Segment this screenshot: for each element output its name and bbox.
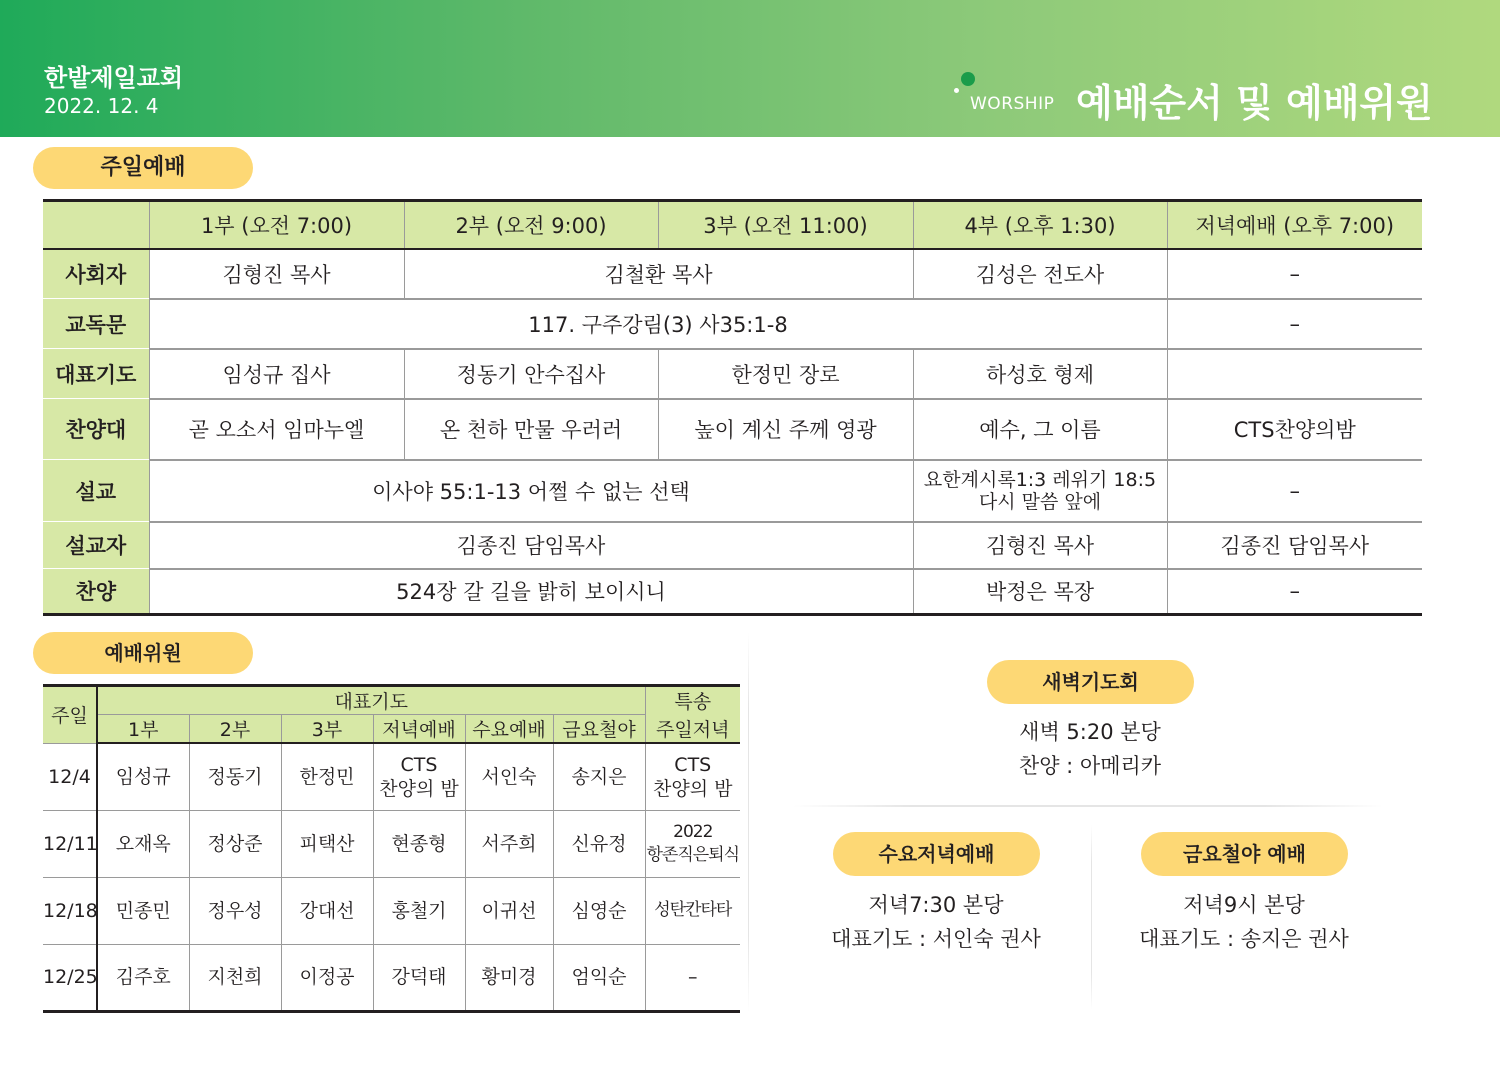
sermon-line-2: 다시 말씀 앞에 — [978, 490, 1102, 513]
table-cell: 임성규 집사 — [149, 349, 404, 399]
table-cell: 황미경 — [465, 944, 553, 1011]
section-label-members: 예배위원 — [33, 632, 253, 674]
date-column-header: 주일 — [43, 686, 97, 744]
table-cell: 엄익순 — [553, 944, 645, 1011]
wednesday-prayer: 대표기도 : 서인숙 권사 — [831, 927, 1041, 951]
table-row — [43, 249, 1422, 299]
vertical-divider — [1091, 825, 1092, 1010]
section-label-sunday-service: 주일예배 — [33, 147, 253, 189]
worship-members-table — [43, 684, 740, 1013]
wednesday-time: 저녁7:30 본당 — [868, 893, 1004, 917]
table-row — [43, 810, 740, 877]
table-cell: 오재옥 — [97, 810, 189, 877]
table-cell: 민종민 — [97, 877, 189, 944]
row-label: 교독문 — [43, 299, 149, 349]
table-row — [43, 299, 1422, 349]
friday-info — [1094, 888, 1394, 956]
table-cell: – — [688, 966, 698, 988]
table-cell: 온 천하 만물 우러러 — [404, 399, 658, 460]
table-row — [43, 569, 1422, 615]
corner-cell — [43, 201, 149, 249]
table-cell: – — [1167, 460, 1422, 522]
column-header: 저녁예배 — [373, 715, 465, 744]
table-cell: 강대선 — [281, 877, 373, 944]
table-cell: CTS 찬양의 밤 — [373, 743, 465, 810]
table-cell: – — [1167, 299, 1422, 349]
table-row — [43, 399, 1422, 460]
table-cell: 정동기 — [189, 743, 281, 810]
dawn-prayer-time: 새벽 5:20 본당 — [1019, 720, 1161, 744]
column-header: 4부 (오후 1:30) — [913, 201, 1167, 249]
date-cell: 12/11 — [43, 810, 97, 877]
table-cell: 예수, 그 이름 — [913, 399, 1167, 460]
row-label: 설교 — [43, 460, 149, 522]
table-cell: 강덕태 — [373, 944, 465, 1011]
table-cell: 서주희 — [465, 810, 553, 877]
table-cell: – — [1167, 249, 1422, 299]
group-header-row — [43, 686, 740, 715]
small-dot-icon — [954, 88, 959, 93]
dawn-prayer-hymn: 찬양 : 아메리카 — [1018, 754, 1162, 778]
date-cell: 12/18 — [43, 877, 97, 944]
date-cell: 12/4 — [43, 743, 97, 810]
prayer-group-header: 대표기도 — [97, 686, 645, 715]
sunday-service-table — [43, 199, 1422, 616]
table-cell: 117. 구주강림(3) 사35:1-8 — [149, 299, 1167, 349]
table-cell: 홍철기 — [373, 877, 465, 944]
table-cell: – — [1289, 579, 1300, 604]
vertical-divider — [748, 632, 749, 1012]
table-cell: 김성은 전도사 — [913, 249, 1167, 299]
table-cell: 김종진 담임목사 — [1167, 522, 1422, 569]
row-label: 설교자 — [43, 522, 149, 569]
table-cell: 하성호 형제 — [913, 349, 1167, 399]
table-cell: 김주호 — [97, 944, 189, 1011]
dot-icon — [961, 72, 975, 86]
friday-time: 저녁9시 본당 — [1183, 893, 1305, 917]
table-cell: 높이 계신 주께 영광 — [658, 399, 913, 460]
table-cell: 김형진 목사 — [149, 249, 404, 299]
table-cell: 이사야 55:1-13 어쩔 수 없는 선택 — [149, 460, 913, 522]
row-label: 사회자 — [43, 249, 149, 299]
table-cell: 성탄칸타타 — [645, 877, 740, 944]
table-cell: 한정민 장로 — [658, 349, 913, 399]
section-label-wednesday: 수요저녁예배 — [833, 832, 1040, 876]
table-cell: 김형진 목사 — [913, 522, 1167, 569]
table-cell: 524장 갈 길을 밝히 보이시니 — [149, 569, 913, 615]
table-cell: 심영순 — [553, 877, 645, 944]
table-cell: 곧 오소서 임마누엘 — [149, 399, 404, 460]
column-header: 수요예배 — [465, 715, 553, 744]
table-cell: 이귀선 — [465, 877, 553, 944]
wednesday-info — [786, 888, 1086, 956]
table-cell: 서인숙 — [465, 743, 553, 810]
worship-label: WORSHIP — [970, 94, 1055, 114]
table-header-row — [43, 201, 1422, 249]
table-cell: 정동기 안수집사 — [404, 349, 658, 399]
section-label-dawn-prayer: 새벽기도회 — [987, 660, 1194, 704]
table-cell: 송지은 — [553, 743, 645, 810]
page-title: 예배순서 및 예배위원 — [1076, 81, 1433, 125]
row-label: 찬양대 — [43, 399, 149, 460]
column-header: 주일저녁 — [645, 715, 740, 744]
table-cell: 2022 항존직은퇴식 — [645, 810, 740, 877]
table-row — [43, 743, 740, 810]
table-cell: 지천희 — [189, 944, 281, 1011]
table-cell: 현종형 — [373, 810, 465, 877]
table-cell: CTS 찬양의 밤 — [645, 743, 740, 810]
column-header: 금요철야 — [553, 715, 645, 744]
special-song-header: 특송 — [645, 686, 740, 715]
table-row — [43, 944, 740, 1011]
header-banner — [0, 0, 1500, 137]
column-header: 3부 (오전 11:00) — [658, 201, 913, 249]
table-cell: 박정은 목장 — [913, 569, 1167, 615]
table-cell: 이정공 — [281, 944, 373, 1011]
row-label: 대표기도 — [43, 349, 149, 399]
table-cell — [1167, 349, 1422, 399]
column-header: 1부 (오전 7:00) — [149, 201, 404, 249]
horizontal-divider — [793, 805, 1383, 807]
date-cell: 12/25 — [43, 944, 97, 1011]
table-cell — [913, 460, 1167, 522]
column-header: 저녁예배 (오후 7:00) — [1167, 201, 1422, 249]
table-cell: CTS찬양의밤 — [1167, 399, 1422, 460]
table-cell: 피택산 — [281, 810, 373, 877]
table-cell: 김철환 목사 — [404, 249, 913, 299]
column-header: 3부 — [281, 715, 373, 744]
table-row — [43, 522, 1422, 569]
column-header: 1부 — [97, 715, 189, 744]
column-header: 2부 (오전 9:00) — [404, 201, 658, 249]
bulletin-date: 2022. 12. 4 — [44, 94, 159, 118]
table-cell: 정우성 — [189, 877, 281, 944]
table-cell: 정상준 — [189, 810, 281, 877]
table-cell: 임성규 — [97, 743, 189, 810]
table-cell: 한정민 — [281, 743, 373, 810]
friday-prayer: 대표기도 : 송지은 권사 — [1139, 927, 1349, 951]
table-row — [43, 877, 740, 944]
church-name: 한밭제일교회 — [44, 64, 184, 92]
sub-header-row — [43, 715, 740, 744]
table-row — [43, 349, 1422, 399]
table-cell: 신유정 — [553, 810, 645, 877]
table-cell: 김종진 담임목사 — [149, 522, 913, 569]
section-label-friday: 금요철야 예배 — [1141, 832, 1348, 876]
row-label: 찬양 — [43, 569, 149, 615]
dawn-prayer-info — [940, 715, 1240, 783]
column-header: 2부 — [189, 715, 281, 744]
sermon-line-1: 요한계시록1:3 레위기 18:5 — [923, 468, 1157, 491]
table-row — [43, 460, 1422, 522]
